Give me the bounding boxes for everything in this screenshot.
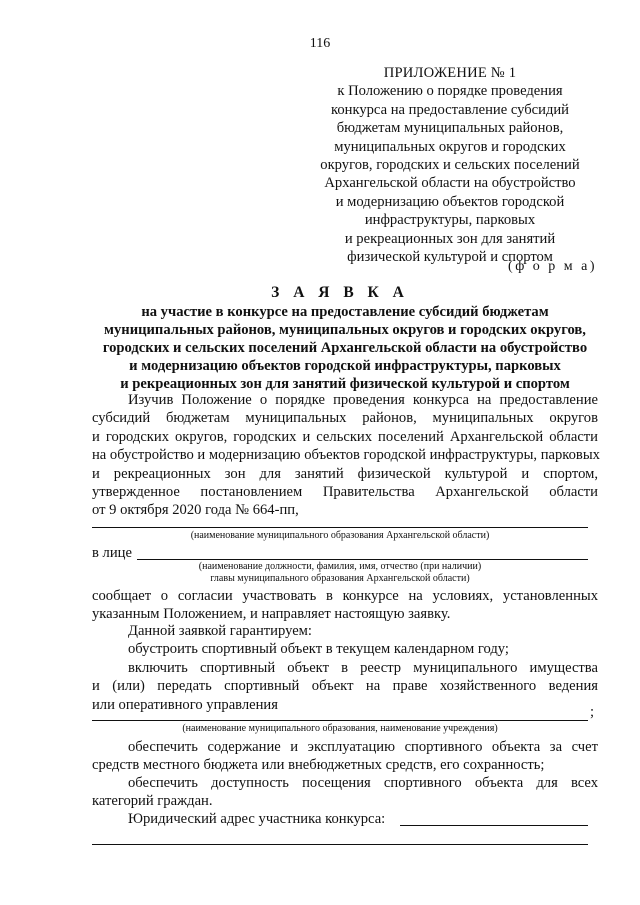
intro-line: Изучив Положение о порядке проведения конкурса на предоставление — [128, 392, 598, 408]
subtitle-line: муниципальных районов, муниципальных округов и городских округов, — [104, 322, 586, 338]
item-4-paragraph — [92, 774, 598, 811]
item-1: обустроить спортивный объект в текущем календарном году; — [128, 641, 509, 657]
agree-line: сообщает о согласии участвовать в конкурсе на условиях, установленных — [92, 588, 598, 604]
person-note-2: главы муниципального образования Архангельской области) — [210, 573, 470, 584]
appendix-line: бюджетам муниципальных районов, — [336, 120, 564, 137]
appendix-line: и рекреационных зон для занятий — [344, 230, 556, 247]
item-2-line: включить спортивный объект в реестр муниципального имущества — [128, 660, 598, 676]
item-3-line: средств местного бюджета или внебюджетных средств, его сохранность; — [92, 757, 545, 774]
appendix-title: ПРИЛОЖЕНИЕ № 1 — [383, 65, 517, 81]
item-3-line: обеспечить содержание и эксплуатацию спортивного объекта за счет — [128, 739, 598, 755]
subtitle-line: городских и сельских поселений Архангельской области на обустройство — [102, 340, 588, 356]
appendix-line: и модернизацию объектов городской — [335, 193, 565, 210]
semicolon: ; — [590, 704, 595, 720]
subtitle-line: и рекреационных зон для занятий физической культурой и спортом — [120, 376, 570, 392]
institution-note: (наименование муниципального образования, наименование учреждения) — [182, 723, 498, 734]
agree-paragraph — [92, 587, 598, 624]
intro-line: на обустройство и модернизацию объектов городской инфраструктуры, парковых — [92, 447, 600, 464]
person-blank-line[interactable] — [137, 559, 588, 560]
application-subtitle — [92, 303, 598, 393]
subtitle-line: и модернизацию объектов городской инфраструктуры, парковых — [129, 358, 561, 374]
municipality-blank-line[interactable] — [92, 527, 588, 528]
v-litse-label: в лице — [92, 545, 132, 561]
item-2-line: или оперативного управления — [92, 696, 278, 713]
appendix-block — [300, 64, 600, 266]
page-number: 116 — [309, 36, 331, 51]
item-4-line: категорий граждан. — [92, 793, 213, 810]
appendix-line: конкурса на предоставление субсидий — [331, 101, 569, 118]
appendix-line: округов, городских и сельских поселений — [320, 157, 580, 174]
item-2-paragraph — [92, 659, 598, 714]
appendix-line: к Положению о порядке проведения — [337, 83, 563, 100]
intro-line: и рекреационных зон для занятий физической культурой и спортом, — [92, 465, 598, 482]
appendix-line: физической культурой и спортом — [347, 249, 553, 266]
appendix-line: Архангельской области на обустройство — [324, 175, 576, 192]
legal-address-blank-line[interactable] — [400, 825, 588, 826]
intro-line: и городских округов, городских и сельских поселений Архангельской области — [92, 428, 598, 445]
application-title: З А Я В К А — [271, 284, 409, 301]
legal-address-blank-line-2[interactable] — [92, 844, 588, 845]
intro-line: утвержденное постановлением Правительства Архангельской области — [92, 484, 598, 501]
person-note-1: (наименование должности, фамилия, имя, отчество (при наличии) — [198, 561, 482, 572]
intro-line: от 9 октября 2020 года № 664-пп, — [92, 502, 299, 519]
item-2-line: и (или) передать спортивный объект на праве хозяйственного ведения — [92, 678, 598, 695]
appendix-line: муниципальных округов и городских — [334, 138, 566, 155]
item-3-paragraph — [92, 738, 598, 775]
item-4-line: обеспечить доступность посещения спортивного объекта для всех — [128, 775, 598, 791]
intro-line: субсидий бюджетам муниципальных районов, муниципальных округов — [92, 410, 598, 427]
agree-line: указанным Положением, и направляет настоящую заявку. — [92, 606, 451, 623]
subtitle-line: на участие в конкурсе на предоставление субсидий бюджетам — [141, 304, 549, 320]
municipality-note: (наименование муниципального образования Архангельской области) — [190, 530, 490, 541]
intro-paragraph — [92, 391, 598, 520]
form-label: (ф о р м а) — [508, 259, 597, 274]
appendix-line: инфраструктуры, парковых — [364, 212, 536, 229]
guarantee-text: Данной заявкой гарантируем: — [128, 623, 312, 639]
institution-blank-line[interactable] — [92, 720, 588, 721]
legal-address-label: Юридический адрес участника конкурса: — [128, 811, 386, 827]
